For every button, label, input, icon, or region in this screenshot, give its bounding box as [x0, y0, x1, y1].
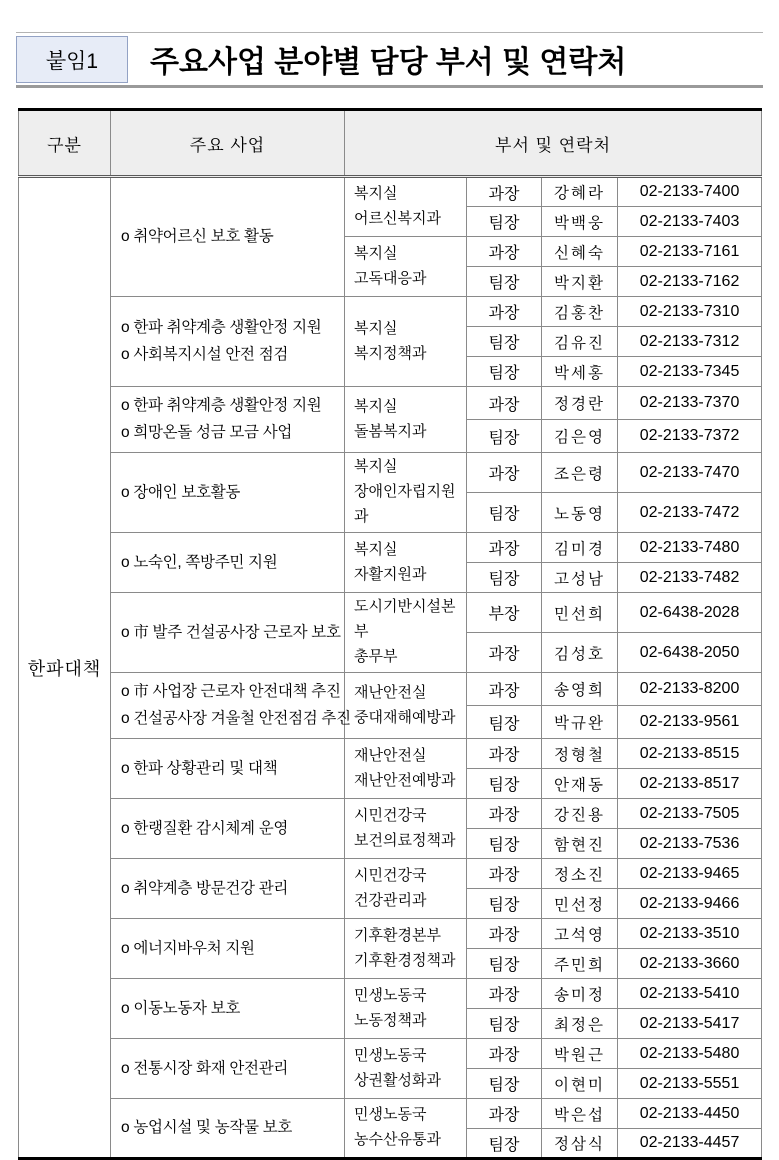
attachment-badge-label: 붙임1 [45, 49, 99, 73]
business-line: o 한파 취약계층 생활안정 지원 [121, 319, 322, 336]
department-cell [345, 533, 467, 593]
department-cell [345, 177, 467, 237]
header-category: 구분 [19, 110, 111, 177]
table-body [19, 177, 762, 1159]
business-line: o 노숙인, 쪽방주민 지원 [121, 553, 278, 571]
department-cell [345, 739, 467, 799]
table-row [19, 593, 762, 633]
department-cell [345, 673, 467, 739]
name-cell: 조은령 [542, 453, 618, 493]
business-line: o 한파 취약계층 생활안정 지원 [121, 397, 322, 414]
position-cell: 팀장 [467, 420, 542, 453]
position-cell: 과장 [467, 799, 542, 829]
department-line: 복지실 [354, 186, 398, 202]
name-cell: 강혜라 [542, 177, 618, 207]
table-row [19, 453, 762, 493]
phone-cell: 02-2133-7472 [618, 493, 762, 533]
department-cell [345, 799, 467, 859]
phone-cell: 02-2133-7312 [618, 327, 762, 357]
name-cell: 이현미 [542, 1069, 618, 1099]
position-cell: 과장 [467, 533, 542, 563]
position-cell: 팀장 [467, 267, 542, 297]
table-row [19, 1099, 762, 1129]
department-line: 복지실 [354, 459, 398, 475]
business-line: o 취약계층 방문건강 관리 [121, 879, 289, 897]
business-line: o 市 발주 건설공사장 근로자 보호 [121, 623, 341, 641]
header-contact: 부서 및 연락처 [345, 110, 762, 177]
name-cell: 박원근 [542, 1039, 618, 1069]
department-line: 어르신복지과 [354, 211, 441, 227]
name-cell: 송영희 [542, 673, 618, 706]
department-cell [345, 859, 467, 919]
phone-cell: 02-6438-2028 [618, 593, 762, 633]
position-cell: 팀장 [467, 493, 542, 533]
business-line: o 사회복지시설 안전 점검 [121, 346, 289, 363]
department-line: 기후환경정책과 [354, 952, 456, 969]
business-line: o 농업시설 및 농작물 보호 [121, 1119, 293, 1136]
department-line: 복지실 [354, 541, 398, 558]
department-line: 총무부 [354, 649, 398, 665]
position-cell: 과장 [467, 859, 542, 889]
header-business: 주요 사업 [111, 110, 345, 177]
contact-table [18, 108, 762, 1160]
business-line: o 희망온돌 성금 모금 사업 [121, 424, 293, 441]
department-line: 복지실 [354, 245, 398, 262]
department-cell [345, 979, 467, 1039]
business-cell [111, 453, 345, 533]
department-cell [345, 237, 467, 297]
position-cell: 팀장 [467, 706, 542, 739]
department-line: 중대재해예방과 [354, 709, 456, 726]
name-cell: 주민희 [542, 949, 618, 979]
phone-cell: 02-2133-7162 [618, 267, 762, 297]
table-row [19, 533, 762, 563]
department-line: 민생노동국 [354, 1107, 427, 1123]
phone-cell: 02-2133-7505 [618, 799, 762, 829]
department-line: 건강관리과 [354, 892, 427, 909]
table-header-row [19, 110, 762, 177]
department-line: 복지실 [354, 320, 398, 337]
phone-cell: 02-2133-4450 [618, 1099, 762, 1129]
category-cell: 한파대책 [19, 177, 111, 1159]
department-cell [345, 919, 467, 979]
business-cell [111, 673, 351, 739]
phone-cell: 02-2133-5480 [618, 1039, 762, 1069]
name-cell: 김미경 [542, 533, 618, 563]
department-cell [345, 1039, 467, 1099]
table-row [19, 919, 762, 949]
business-line: o 장애인 보호활동 [121, 483, 241, 501]
position-cell: 팀장 [467, 949, 542, 979]
name-cell: 박지환 [542, 267, 618, 297]
table-row [19, 297, 762, 327]
department-line: 재난안전예방과 [354, 772, 456, 789]
position-cell: 팀장 [467, 769, 542, 799]
name-cell: 신혜숙 [542, 237, 618, 267]
table-row [19, 1039, 762, 1069]
phone-cell: 02-2133-7161 [618, 237, 762, 267]
department-line: 복지정책과 [354, 345, 427, 362]
business-cell [111, 1099, 345, 1159]
business-line: o 한랭질환 감시체계 운영 [121, 819, 289, 837]
position-cell: 과장 [467, 387, 542, 420]
phone-cell: 02-6438-2050 [618, 633, 762, 673]
position-cell: 팀장 [467, 1009, 542, 1039]
department-line: 재난안전실 [354, 747, 427, 764]
table-row [19, 387, 762, 420]
position-cell: 부장 [467, 593, 542, 633]
name-cell: 안재동 [542, 769, 618, 799]
business-cell [111, 859, 345, 919]
business-cell [111, 387, 345, 453]
business-line: o 에너지바우처 지원 [121, 939, 255, 957]
phone-cell: 02-2133-8200 [618, 673, 762, 706]
business-cell [111, 739, 345, 799]
position-cell: 과장 [467, 979, 542, 1009]
phone-cell: 02-2133-7310 [618, 297, 762, 327]
department-line: 민생노동국 [354, 1047, 427, 1064]
phone-cell: 02-2133-7536 [618, 829, 762, 859]
phone-cell: 02-2133-5410 [618, 979, 762, 1009]
position-cell: 과장 [467, 633, 542, 673]
department-line: 농수산유통과 [354, 1132, 441, 1148]
name-cell: 민선정 [542, 889, 618, 919]
business-cell [111, 919, 345, 979]
position-cell: 팀장 [467, 357, 542, 387]
department-line: 노동정책과 [354, 1012, 427, 1029]
phone-cell: 02-2133-7345 [618, 357, 762, 387]
name-cell: 송미정 [542, 979, 618, 1009]
department-cell [345, 297, 467, 387]
department-line: 민생노동국 [354, 987, 427, 1004]
department-line: 기후환경본부 [354, 927, 441, 944]
position-cell: 팀장 [467, 207, 542, 237]
business-cell [111, 1039, 345, 1099]
name-cell: 강진용 [542, 799, 618, 829]
position-cell: 과장 [467, 1039, 542, 1069]
business-line: o 市 사업장 근로자 안전대책 추진 [121, 683, 341, 700]
name-cell: 박은섭 [542, 1099, 618, 1129]
name-cell: 함현진 [542, 829, 618, 859]
phone-cell: 02-2133-3660 [618, 949, 762, 979]
page-title: 주요사업 분야별 담당 부서 및 연락처 [150, 46, 627, 79]
name-cell: 민선희 [542, 593, 618, 633]
name-cell: 박규완 [542, 706, 618, 739]
department-line: 시민건강국 [354, 807, 427, 824]
name-cell: 고성남 [542, 563, 618, 593]
position-cell: 팀장 [467, 1129, 542, 1159]
department-cell [345, 593, 467, 673]
phone-cell: 02-2133-5551 [618, 1069, 762, 1099]
phone-cell: 02-2133-7372 [618, 420, 762, 453]
position-cell: 과장 [467, 177, 542, 207]
business-cell [111, 979, 345, 1039]
business-cell [111, 177, 345, 297]
name-cell: 김성호 [542, 633, 618, 673]
name-cell: 정삼식 [542, 1129, 618, 1159]
position-cell: 팀장 [467, 889, 542, 919]
table-row [19, 739, 762, 769]
business-cell [111, 297, 345, 387]
department-line: 고독대응과 [354, 270, 427, 287]
name-cell: 박세홍 [542, 357, 618, 387]
position-cell: 팀장 [467, 563, 542, 593]
department-line: 도시기반시설본부 [354, 599, 456, 640]
phone-cell: 02-2133-5417 [618, 1009, 762, 1039]
department-line: 돌봄복지과 [354, 423, 427, 440]
table-row [19, 177, 762, 207]
department-line: 시민건강국 [354, 867, 427, 884]
contact-table-wrap [18, 108, 761, 1160]
name-cell: 정경란 [542, 387, 618, 420]
name-cell: 김은영 [542, 420, 618, 453]
phone-cell: 02-2133-7400 [618, 177, 762, 207]
name-cell: 정형철 [542, 739, 618, 769]
position-cell: 팀장 [467, 1069, 542, 1099]
phone-cell: 02-2133-8517 [618, 769, 762, 799]
phone-cell: 02-2133-7482 [618, 563, 762, 593]
position-cell: 과장 [467, 919, 542, 949]
business-line: o 전통시장 화재 안전관리 [121, 1059, 289, 1077]
name-cell: 김홍찬 [542, 297, 618, 327]
position-cell: 과장 [467, 1099, 542, 1129]
position-cell: 팀장 [467, 829, 542, 859]
business-line: o 건설공사장 겨울철 안전점검 추진 [121, 710, 351, 727]
department-line: 상권활성화과 [354, 1072, 441, 1089]
phone-cell: 02-2133-9561 [618, 706, 762, 739]
title-band [16, 32, 763, 88]
name-cell: 정소진 [542, 859, 618, 889]
business-cell [111, 533, 345, 593]
position-cell: 과장 [467, 237, 542, 267]
position-cell: 과장 [467, 453, 542, 493]
phone-cell: 02-2133-9466 [618, 889, 762, 919]
department-cell [345, 387, 467, 453]
phone-cell: 02-2133-4457 [618, 1129, 762, 1159]
phone-cell: 02-2133-9465 [618, 859, 762, 889]
department-line: 자활지원과 [354, 566, 427, 583]
business-line: o 한파 상황관리 및 대책 [121, 759, 278, 777]
phone-cell: 02-2133-7403 [618, 207, 762, 237]
name-cell: 고석영 [542, 919, 618, 949]
phone-cell: 02-2133-7370 [618, 387, 762, 420]
business-line: o 취약어르신 보호 활동 [121, 228, 274, 245]
business-line: o 이동노동자 보호 [121, 999, 241, 1017]
table-row [19, 979, 762, 1009]
position-cell: 과장 [467, 673, 542, 706]
department-cell [345, 1099, 467, 1159]
name-cell: 노동영 [542, 493, 618, 533]
phone-cell: 02-2133-7470 [618, 453, 762, 493]
position-cell: 과장 [467, 739, 542, 769]
business-cell [111, 799, 345, 859]
department-line: 장애인자립지원과 [354, 484, 456, 525]
table-row [19, 799, 762, 829]
name-cell: 최정은 [542, 1009, 618, 1039]
name-cell: 김유진 [542, 327, 618, 357]
phone-cell: 02-2133-3510 [618, 919, 762, 949]
department-cell [345, 453, 467, 533]
department-line: 복지실 [354, 398, 398, 415]
department-line: 보건의료정책과 [354, 832, 456, 849]
phone-cell: 02-2133-7480 [618, 533, 762, 563]
table-row [19, 673, 762, 706]
phone-cell: 02-2133-8515 [618, 739, 762, 769]
table-row [19, 859, 762, 889]
department-line: 재난안전실 [354, 684, 427, 701]
position-cell: 팀장 [467, 327, 542, 357]
attachment-badge [16, 36, 128, 83]
position-cell: 과장 [467, 297, 542, 327]
business-cell [111, 593, 345, 673]
name-cell: 박백웅 [542, 207, 618, 237]
